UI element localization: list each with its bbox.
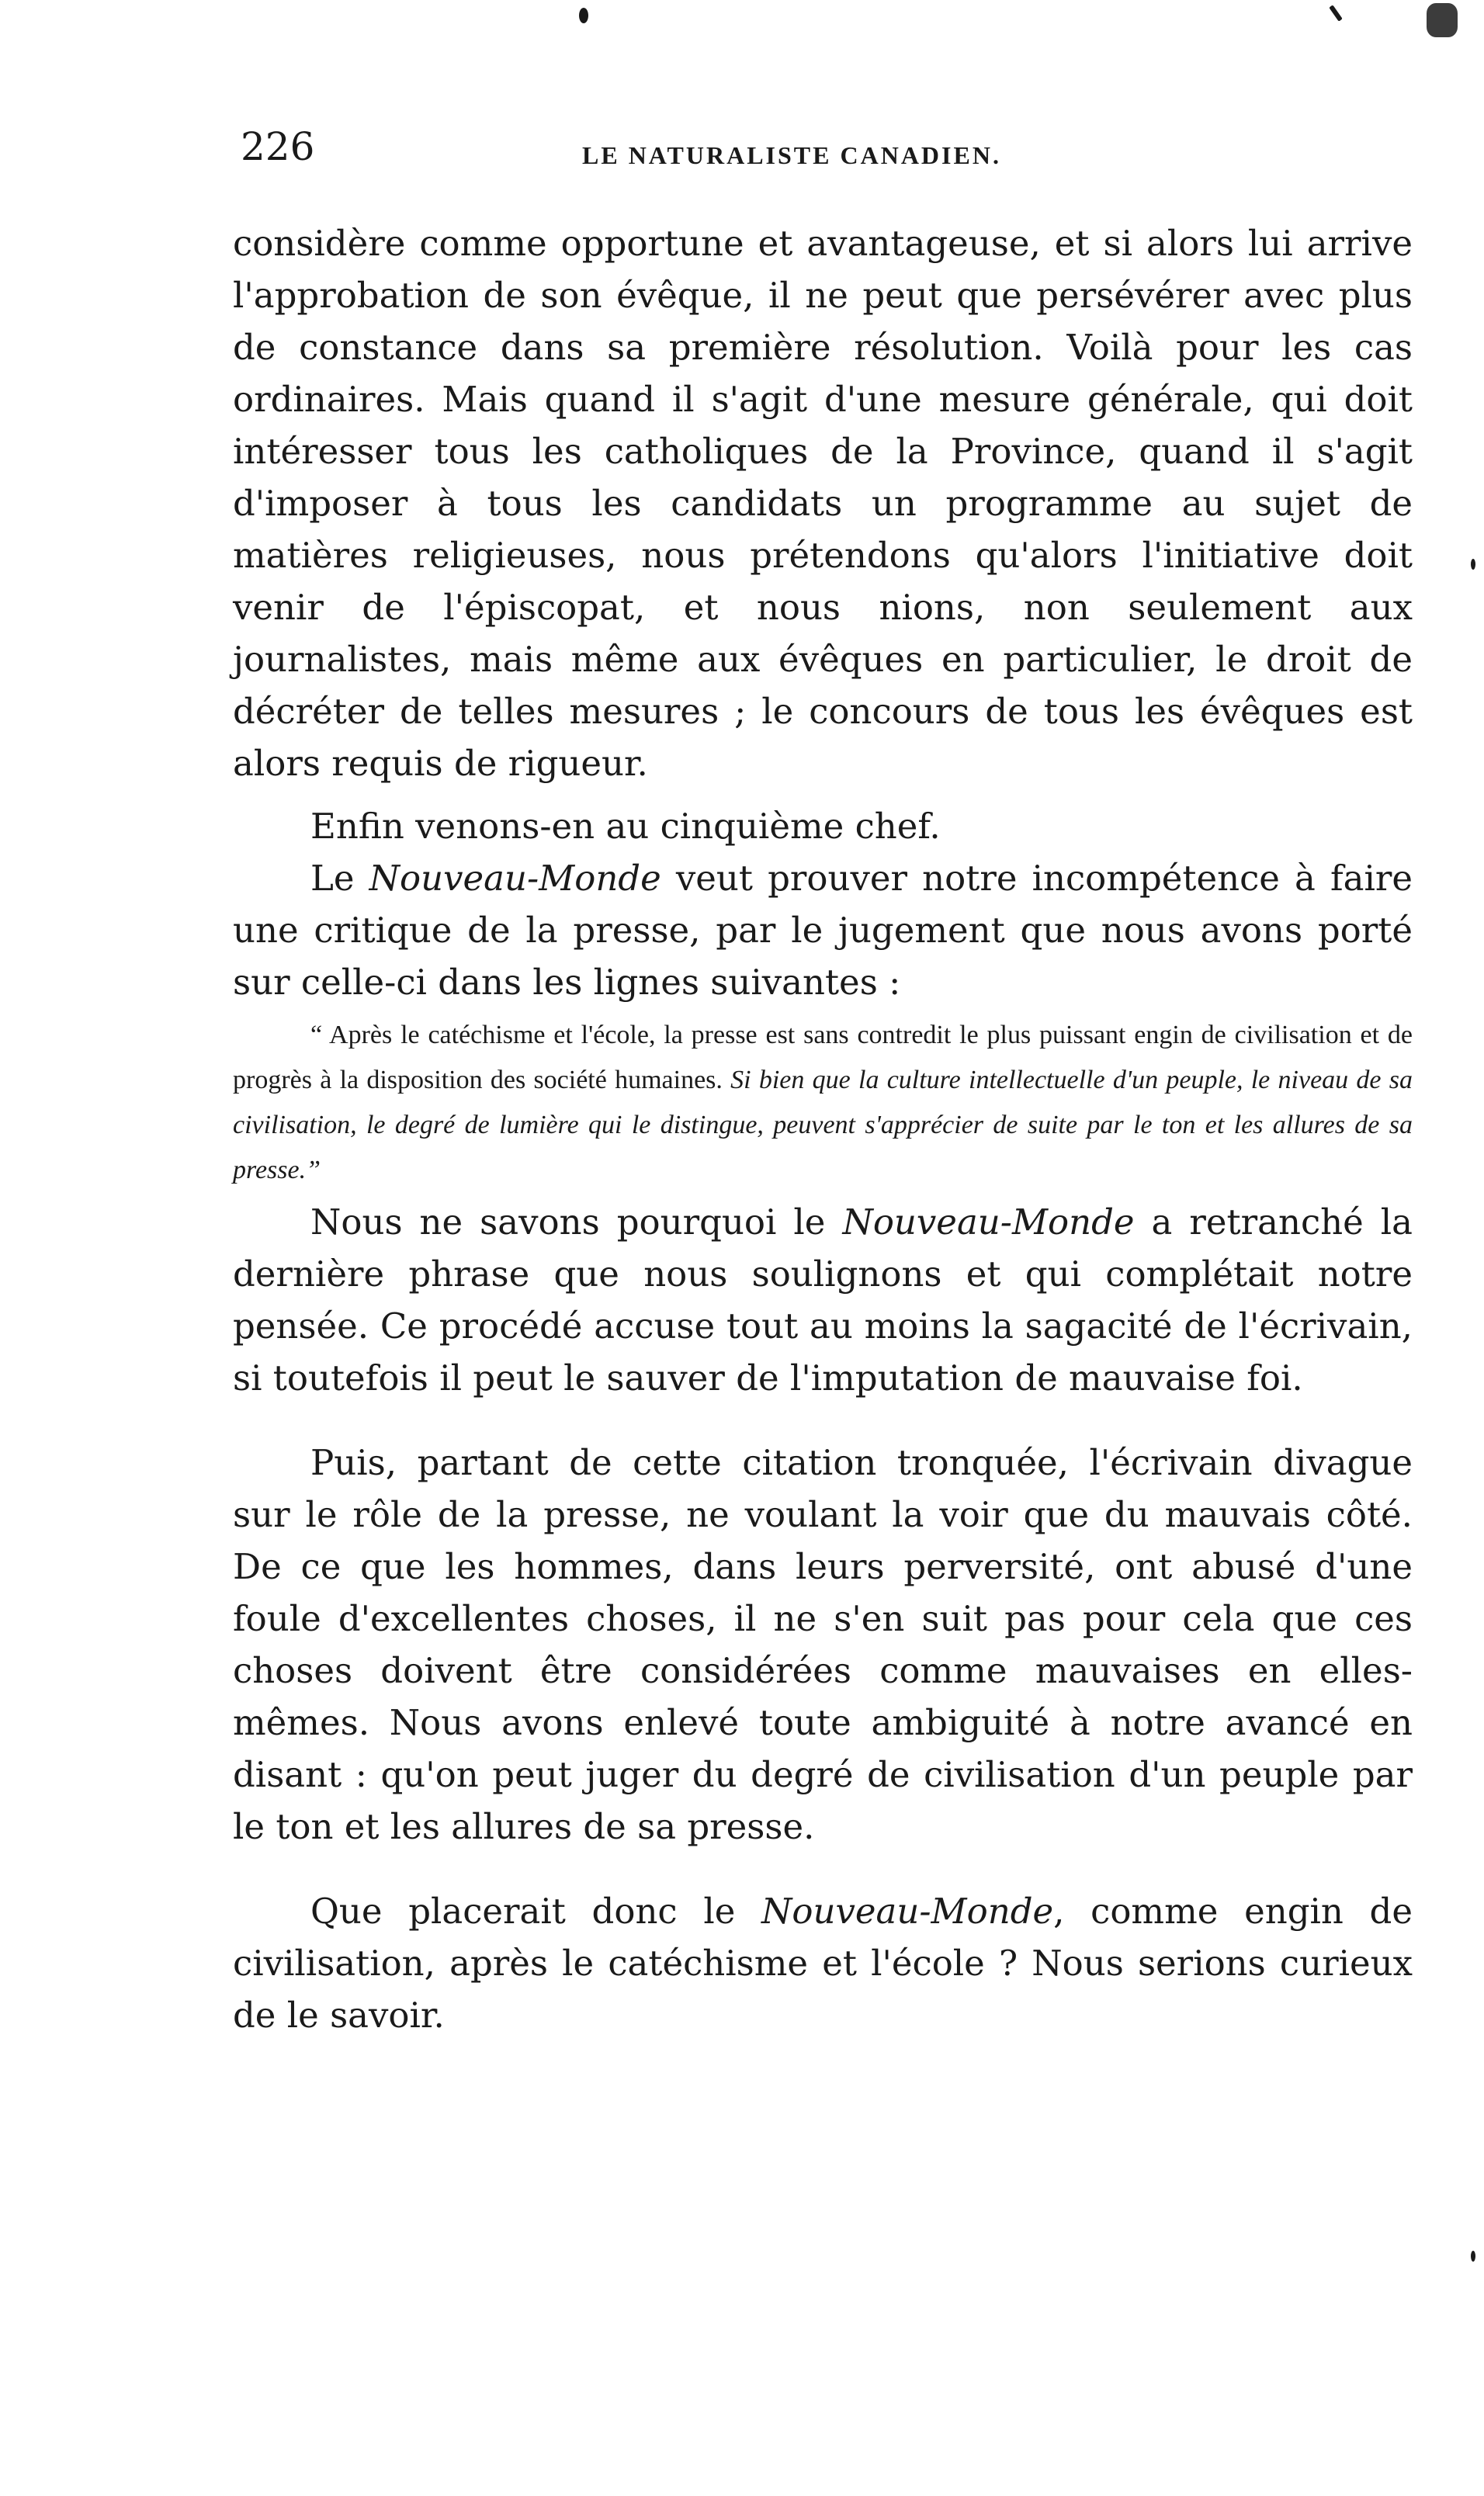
block-quote	[233, 1013, 1413, 1193]
paragraph-2: Enfin venons-en au cinquième chef.	[310, 806, 941, 847]
paragraph-3	[233, 852, 1413, 1008]
newspaper-name: Nouveau-Monde	[369, 858, 661, 899]
ink-speck	[1471, 2251, 1475, 2262]
newspaper-name: Nouveau-Monde	[842, 1201, 1135, 1243]
ink-speck	[1427, 3, 1458, 37]
paragraph-4-start: Nous ne savons pourquoi le	[310, 1201, 843, 1243]
running-title: LE NATURALISTE CANADIEN.	[582, 141, 1001, 169]
paragraph-1: considère comme opportune et avantageuse, et si alors lui arrive l'approbation de son évêque, il ne peut que persévérer avec plus de constance dans sa première résolution. Voilà pour les cas ordinaires. Mais quand il s'agit d'une mesure générale, qui doit intéresser tous les catholiques de la Province, quand il s'agit d'imposer à tous les candidats un programme au sujet de matières religieuses, nous prétendons qu'alors l'initiative doit venir de l'épiscopat, et nous nions, non seulement aux journalistes, mais même aux évêques en particulier, le droit de décréter de telles mesures ; le concours de tous les évêques est alors requis de rigueur.	[233, 223, 1413, 784]
page-body	[233, 217, 1413, 2041]
paragraph-6-end: , comme engin de civilisation, après le catéchisme et l'école ? Nous serions curieux de le savoir.	[233, 1891, 1413, 2036]
quote-plain-text: “ Après le catéchisme et l'école, la presse est sans contredit le plus puissant engin de civilisation et de progrès à la disposition des société humaines.	[233, 1021, 1413, 1094]
quote-italic-text: Si bien que la culture intellectuelle d'un peuple, le niveau de sa civilisation, le degré de lumière qui le distingue, peuvent s'apprécier de suite par le ton et les allures de sa presse.”	[233, 1066, 1413, 1184]
ink-speck	[1471, 559, 1475, 570]
ink-speck	[1329, 5, 1343, 21]
paragraph-6-start: Que placerait donc le	[310, 1891, 762, 1932]
paragraph-4-end: a retranché la dernière phrase que nous soulignons et qui complétait notre pensée. Ce procédé accuse tout au moins la sagacité de l'écrivain, si toutefois il peut le sauver de l'imputation de mauvaise foi.	[233, 1201, 1413, 1399]
newspaper-name: Nouveau-Monde	[761, 1891, 1054, 1932]
paragraph-3-start: Le	[310, 858, 369, 899]
paragraph-6	[233, 1885, 1413, 2041]
paragraph-3-end: veut prouver notre incompétence à faire une critique de la presse, par le jugement que nous avons porté sur celle-ci dans les lignes suivantes :	[233, 858, 1413, 1003]
paragraph-5: Puis, partant de cette citation tronquée, l'écrivain divague sur le rôle de la presse, ne voulant la voir que du mauvais côté. De ce que les hommes, dans leurs perversité, ont abusé d'une foule d'excellentes choses, il ne s'en suit pas pour cela que ces choses doivent être considérées comme mauvaises en elles-mêmes. Nous avons enlevé toute ambiguité à notre avancé en disant : qu'on peut juger du degré de civilisation d'un peuple par le ton et les allures de sa presse.	[233, 1442, 1413, 1847]
page-header	[241, 124, 1405, 202]
paragraph-4	[233, 1196, 1413, 1404]
ink-speck	[579, 8, 588, 23]
page-number: 226	[241, 124, 315, 169]
